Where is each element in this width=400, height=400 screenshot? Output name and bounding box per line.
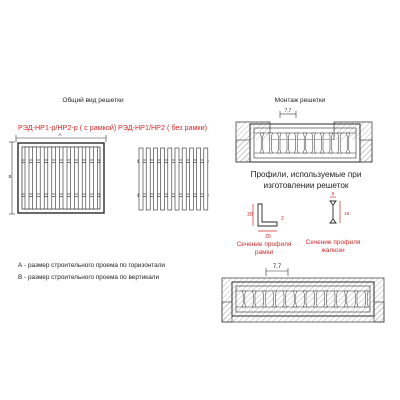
profiles-heading-2: изготовлении решеток	[263, 181, 349, 190]
mounting-title: Монтаж решетки	[274, 97, 326, 104]
frameless-slat-8	[189, 148, 193, 210]
frameless-slat-10	[204, 148, 208, 210]
frameless-slat-6	[175, 148, 179, 210]
dim-top-value: 7,7	[284, 108, 292, 114]
framed-slat-2	[33, 147, 37, 209]
framed-slat-8	[78, 147, 82, 209]
mounting-section-bottom	[222, 264, 384, 322]
framed-slat-6	[63, 147, 67, 209]
framed-slat-7	[71, 147, 75, 209]
frame-profile-caption-1: Сечение профиля	[236, 241, 292, 248]
louver-profile-section	[306, 191, 361, 254]
frameless-slats	[139, 148, 208, 210]
framed-slat-1	[25, 147, 29, 209]
frameless-slat-9	[197, 148, 201, 210]
frame-profile-section	[237, 204, 292, 256]
framed-slat-10	[93, 147, 97, 209]
louver-profile-caption-2: жалюзи	[321, 247, 345, 254]
frame-profile-caption-2: рамки	[254, 249, 274, 256]
frameless-slat-4	[161, 148, 165, 210]
legend-b: В - размер строительного проема по вертикали	[18, 274, 160, 281]
framed-slats	[25, 147, 97, 209]
frame-dim-width: 20	[265, 234, 271, 240]
frameless-slat-2	[146, 148, 150, 210]
louver-dim-width: 5	[331, 192, 335, 197]
dimension-b-label: В	[8, 174, 12, 179]
frameless-slat-1	[139, 148, 143, 210]
wall-opening-bottom	[222, 278, 384, 322]
framed-grille-label: РЭД-НР1-р/НР2-р ( с рамкой)	[18, 123, 117, 132]
frameless-grille-drawing	[138, 148, 208, 210]
louver-profile-shape	[330, 201, 336, 223]
dim-bottom-value: 7,7	[272, 264, 282, 270]
framed-slat-3	[40, 147, 44, 209]
framed-slat-9	[86, 147, 90, 209]
frameless-slat-5	[168, 148, 172, 210]
framed-grille-drawing	[8, 132, 106, 214]
l-angle-profile	[258, 204, 277, 226]
framed-slat-5	[55, 147, 59, 209]
mounting-section-top	[236, 108, 372, 162]
frameless-slat-3	[153, 148, 157, 210]
profiles-heading-1: Профили, используемые при	[250, 170, 362, 179]
frame-dim-thickness: 2	[281, 216, 284, 222]
louver-profile-caption-1: Сечение профиля	[305, 239, 361, 246]
general-view-title: Общий вид решетки	[62, 97, 124, 104]
louver-dim-height: 18	[344, 212, 350, 217]
frame-dim-height: 20	[247, 212, 253, 218]
frameless-grille-label: РЭД-НР1/НР2 ( без рамки)	[118, 123, 207, 132]
grille-outer-frame	[18, 143, 104, 213]
frameless-slat-7	[182, 148, 186, 210]
legend-a: А - размер строительного проема по горизонтали	[18, 262, 165, 269]
dimension-a-label: А	[58, 132, 62, 137]
framed-slat-4	[48, 147, 52, 209]
